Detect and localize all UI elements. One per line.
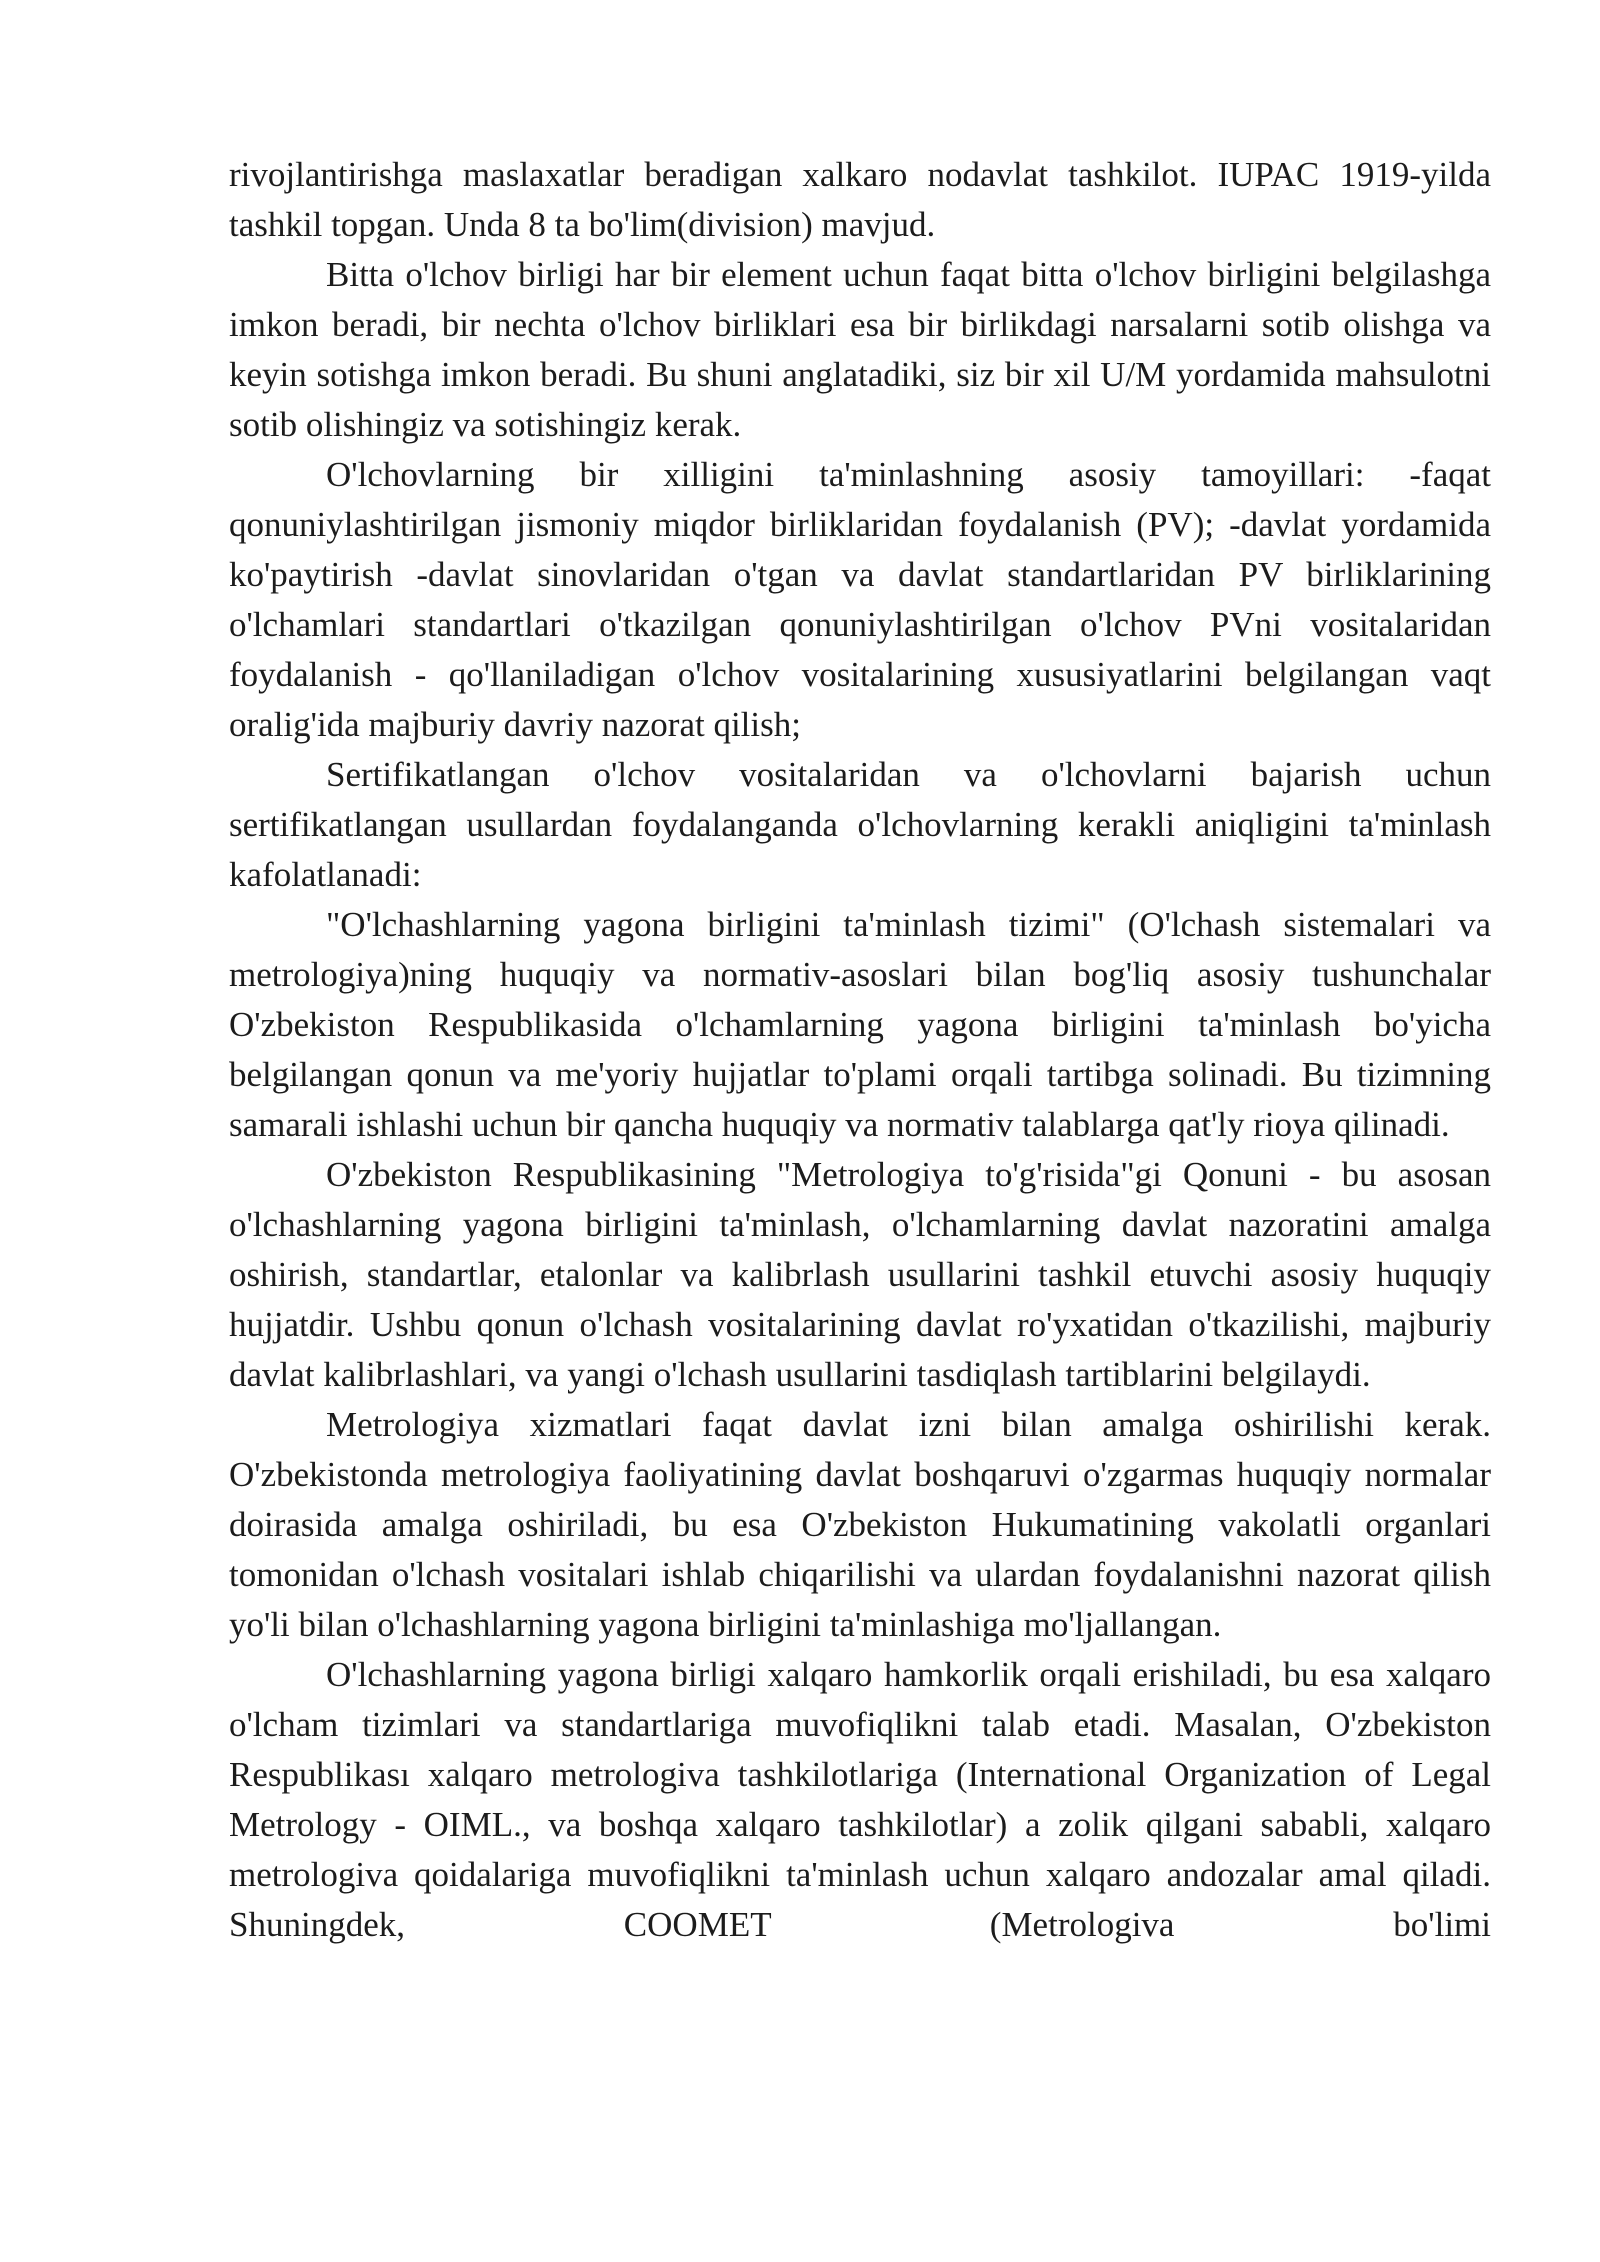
- paragraph-uniformity-principles: O'lchovlarning bir xilligini ta'minlashning asosiy tamoyillari: -faqat qonuniylashtirilgan jismoniy miqdor birliklaridan foydalanish (PV); -davlat yordamida ko'paytirish -davlat sinovlaridan o'tgan va davlat standartlaridan PV birliklarining o'lchamlari standartlari o'tkazilgan qonuniylashtirilgan o'lchov PVni vositalaridan foydalanish - qo'llaniladigan o'lchov vositalarining xususiyatlarini belgilangan vaqt oralig'ida majburiy davriy nazorat qilish;: [229, 455, 1491, 744]
- paragraph-unit-of-measure: Bitta o'lchov birligi har bir element uchun faqat bitta o'lchov birligini belgilashga imkon beradi, bir nechta o'lchov birliklari esa bir birlikdagi narsalarni sotib olishga va keyin sotishga imkon beradi. Bu shuni anglatadiki, siz bir xil U/M yordamida mahsulotni sotib olishingiz va sotishingiz kerak.: [229, 255, 1491, 444]
- paragraph-metrology-services: Metrologiya xizmatlari faqat davlat izni bilan amalga oshirilishi kerak. O'zbekistonda metrologiya faoliyatining davlat boshqaruvi o'zgarmas huquqiy normalar doirasida amalga oshiriladi, bu esa O'zbekiston Hukumatining vakolatli organlari tomonidan o'lchash vositalari ishlab chiqarilishi va ulardan foydalanishni nazorat qilish yo'li bilan o'lchashlarning yagona birligini ta'minlashiga mo'ljallangan.: [229, 1405, 1491, 1644]
- paragraph-international-cooperation: O'lchashlarning yagona birligi xalqaro hamkorlik orqali erishiladi, bu esa xalqaro o'lcham tizimlari va standartlariga muvofiqlikni talab etadi. Masalan, O'zbekiston Respublikası xalqaro metrologiva tashkilotlariga (International Organization of Legal Metrology - OIML., va boshqa xalqaro tashkilotlar) a zolik qilgani sababli, xalqaro metrologiva qoidalariga muvofiqlikni ta'minlash uchun xalqaro andozalar amal qiladi. Shuningdek, COOMET (Metrologiva bo'limi: [229, 1655, 1491, 1944]
- document-page: [229, 150, 1491, 1950]
- paragraph-metrology-law: O'zbekiston Respublikasining "Metrologiya to'g'risida"gi Qonuni - bu asosan o'lchashlarning yagona birligini ta'minlash, o'lchamlarning davlat nazoratini amalga oshirish, standartlar, etalonlar va kalibrlash usullarini tashkil etuvchi asosiy huquqiy hujjatdir. Ushbu qonun o'lchash vositalarining davlat ro'yxatidan o'tkazilishi, majburiy davlat kalibrlashlari, va yangi o'lchash usullarini tasdiqlash tartiblarini belgilaydi.: [229, 1155, 1491, 1394]
- paragraph-iupac-continuation: rivojlantirishga maslaxatlar beradigan xalkaro nodavlat tashkilot. IUPAC 1919-yilda tashkil topgan. Unda 8 ta bo'lim(division) mavjud.: [229, 155, 1491, 244]
- paragraph-certified-instruments: Sertifikatlangan o'lchov vositalaridan va o'lchovlarni bajarish uchun sertifikatlangan usullardan foydalanganda o'lchovlarning kerakli aniqligini ta'minlash kafolatlanadi:: [229, 755, 1491, 894]
- paragraph-measurement-system: "O'lchashlarning yagona birligini ta'minlash tizimi" (O'lchash sistemalari va metrologiya)ning huquqiy va normativ-asoslari bilan bog'liq asosiy tushunchalar O'zbekiston Respublikasida o'lchamlarning yagona birligini ta'minlash bo'yicha belgilangan qonun va me'yoriy hujjatlar to'plami orqali tartibga solinadi. Bu tizimning samarali ishlashi uchun bir qancha huquqiy va normativ talablarga qat'ly rioya qilinadi.: [229, 905, 1491, 1144]
